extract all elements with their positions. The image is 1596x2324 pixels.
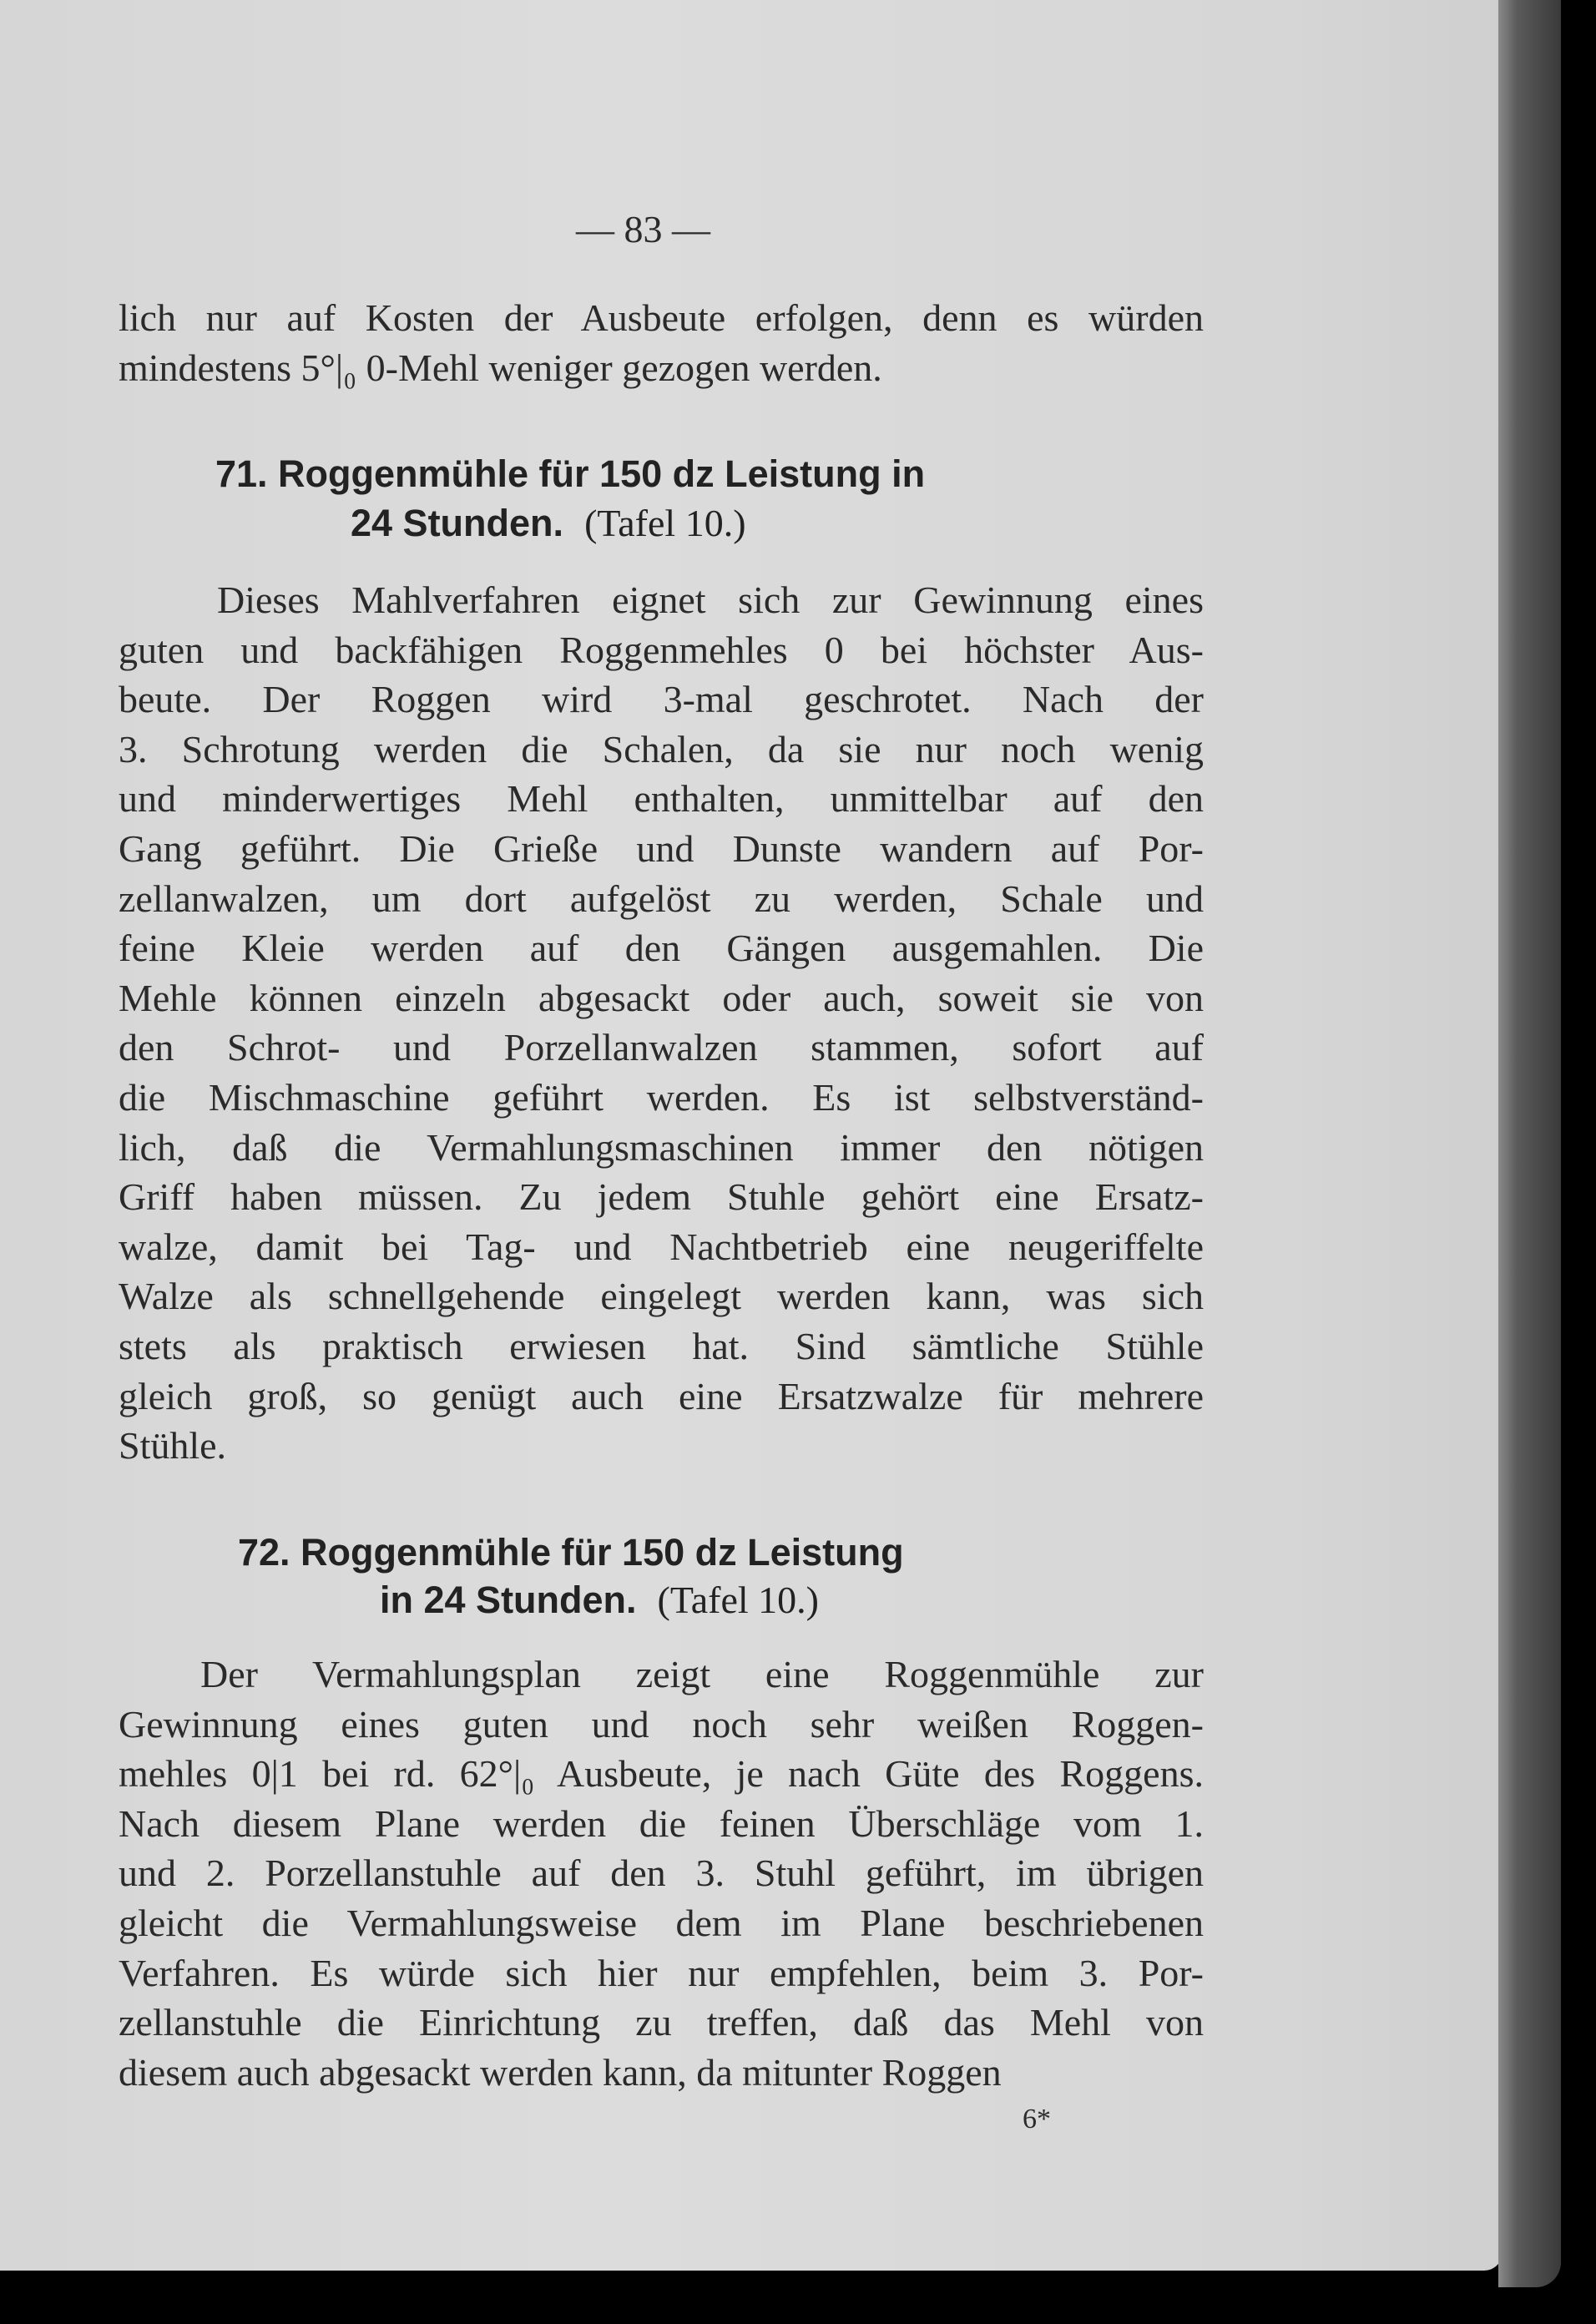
text-line: diesem auch abgesackt werden kann, da mitunter Roggen: [119, 2050, 1002, 2094]
text-line: 3. Schrotung werden die Schalen, da sie nur noch wenig: [119, 727, 1204, 770]
section-72-heading-line1: 72. Roggenmühle für 150 dz Leistung: [238, 1531, 904, 1574]
text-line: lich, daß die Vermahlungsmaschinen immer den nötigen: [119, 1125, 1204, 1169]
text-line: Nach diesem Plane werden die feinen Überschläge vom 1.: [119, 1801, 1204, 1845]
text-line: Mehle können einzeln abgesackt oder auch, soweit sie von: [119, 976, 1204, 1019]
page-number: — 83 —: [576, 208, 710, 250]
page-edge-right: [1498, 0, 1561, 2287]
text-line: guten und backfähigen Roggenmehles 0 bei höchster Aus-: [119, 628, 1204, 671]
text-line: gleicht die Vermahlungsweise dem im Plane beschriebenen: [119, 1902, 1204, 1944]
text-line: den Schrot- und Porzellanwalzen stammen, sofort auf: [119, 1026, 1204, 1069]
text-line: und 2. Porzellanstuhle auf den 3. Stuhl geführt, im übrigen: [119, 1852, 1204, 1895]
text-line: Der Vermahlungsplan zeigt eine Roggenmühle zur: [200, 1653, 1204, 1695]
text-line: gleich groß, so genügt auch eine Ersatzwalze für mehrere: [119, 1374, 1204, 1417]
text-line: Stühle.: [119, 1424, 227, 1468]
text-line: Verfahren. Es würde sich hier nur empfehlen, beim 3. Por-: [119, 1951, 1204, 1994]
text-line: die Mischmaschine geführt werden. Es ist selbstverständ-: [119, 1076, 1204, 1119]
section-72-heading-line2: [380, 1581, 819, 1619]
section-71-heading-line1: 71. Roggenmühle für 150 dz Leistung in: [215, 452, 926, 495]
text-line: mehles 0|1 bei rd. 62°|₀ Ausbeute, je nach Güte des Roggens.: [119, 1752, 1204, 1796]
text-line: Walze als schnellgehende eingelegt werden kann, was sich: [119, 1275, 1204, 1318]
text-line: lich nur auf Kosten der Ausbeute erfolgen, denn es würden: [119, 296, 1204, 339]
section-71-heading-line2: [351, 504, 746, 543]
text-line: zellanwalzen, um dort aufgelöst zu werden, Schale und: [119, 877, 1204, 920]
text-line: zellanstuhle die Einrichtung zu treffen, daß das Mehl von: [119, 2001, 1204, 2044]
text-line: feine Kleie werden auf den Gängen ausgemahlen. Die: [119, 927, 1204, 970]
text-line: mindestens 5°|₀ 0-Mehl weniger gezogen werden.: [119, 346, 882, 389]
text-line: Griff haben müssen. Zu jedem Stuhle gehört eine Ersatz-: [119, 1175, 1204, 1219]
section-71-heading-title-end: 24 Stunden.: [351, 502, 564, 544]
section-71-plate-ref: (Tafel 10.): [584, 502, 746, 544]
text-line: beute. Der Roggen wird 3-mal geschrotet. Nach der: [119, 678, 1204, 721]
text-line: stets als praktisch erwiesen hat. Sind sämtliche Stühle: [119, 1325, 1204, 1367]
signature-mark: 6*: [1023, 2104, 1051, 2135]
section-72-plate-ref: (Tafel 10.): [657, 1579, 820, 1621]
text-line: und minderwertiges Mehl enthalten, unmittelbar auf den: [119, 777, 1204, 821]
section-72-heading-title-end: in 24 Stunden.: [380, 1579, 637, 1621]
text-line: Gang geführt. Die Grieße und Dunste wandern auf Por-: [119, 827, 1204, 870]
text-line: Gewinnung eines guten und noch sehr weißen Roggen-: [119, 1702, 1204, 1746]
text-line: walze, damit bei Tag- und Nachtbetrieb eine neugeriffelte: [119, 1225, 1204, 1268]
text-line: Dieses Mahlverfahren eignet sich zur Gewinnung eines: [217, 578, 1204, 621]
